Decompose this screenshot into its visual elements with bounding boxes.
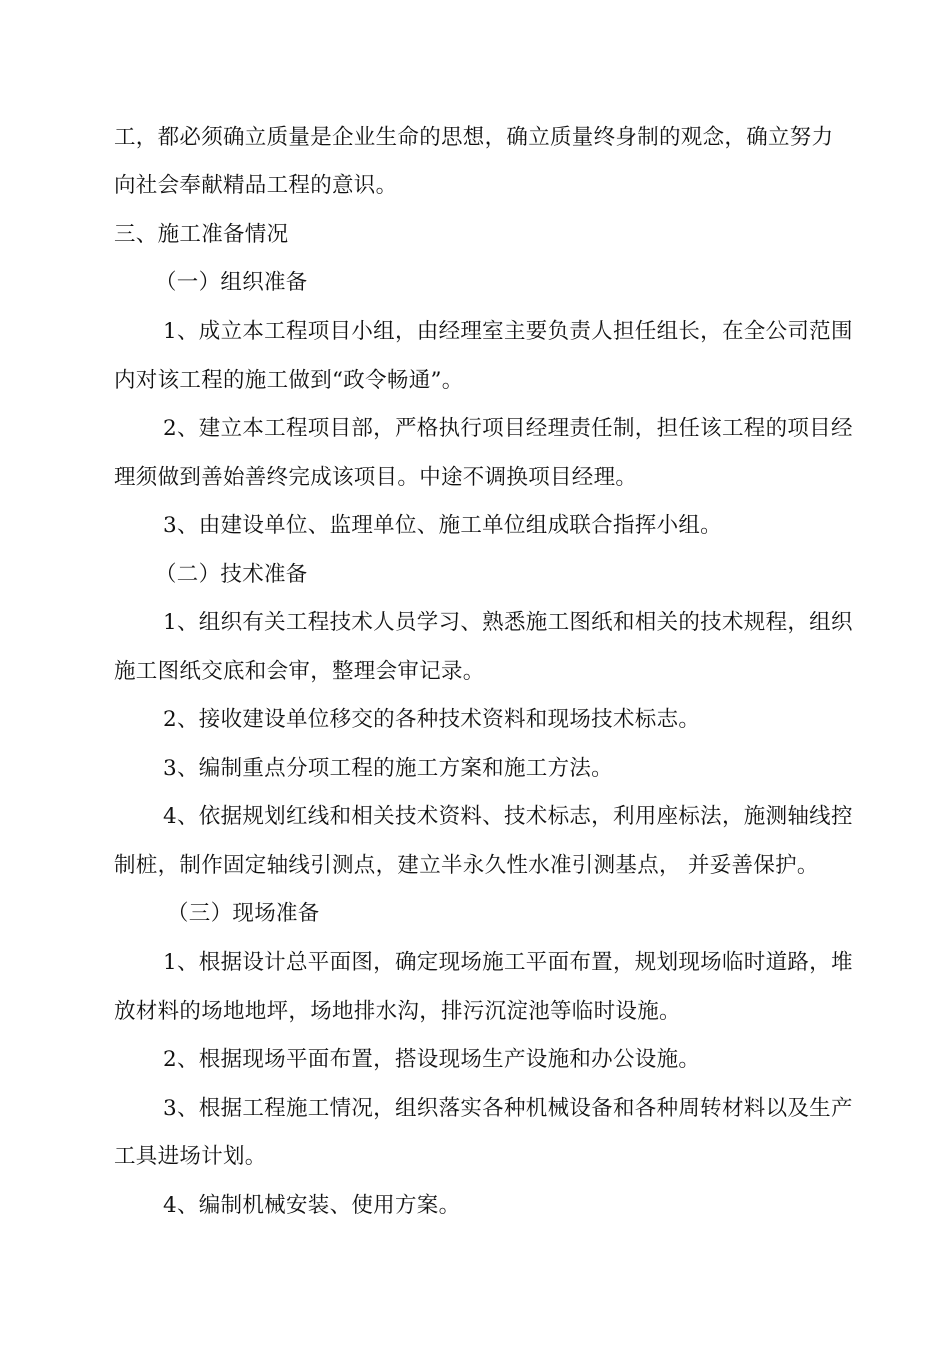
paragraph-line: 施工图纸交底和会审，整理会审记录。 [114, 659, 485, 684]
paragraph-line: 理须做到善始善终完成该项目。中途不调换项目经理。 [114, 465, 638, 490]
paragraph-line: 工，都必须确立质量是企业生命的思想，确立质量终身制的观念，确立努力 [114, 125, 834, 150]
paragraph-line: 制桩，制作固定轴线引测点，建立半永久性水准引测基点， 并妥善保护。 [114, 853, 819, 878]
paragraph-line: 2、接收建设单位移交的各种技术资料和现场技术标志。 [163, 707, 701, 732]
paragraph-line: 1、成立本工程项目小组，由经理室主要负责人担任组长，在全公司范围 [163, 319, 853, 344]
paragraph-line: 1、组织有关工程技术人员学习、熟悉施工图纸和相关的技术规程，组织 [163, 610, 853, 635]
paragraph-line: 1、根据设计总平面图，确定现场施工平面布置，规划现场临时道路，堆 [163, 950, 853, 975]
paragraph-line: 2、根据现场平面布置，搭设现场生产设施和办公设施。 [163, 1047, 701, 1072]
subsection-heading: （三）现场准备 [167, 901, 320, 926]
paragraph-line: 3、根据工程施工情况，组织落实各种机械设备和各种周转材料以及生产 [163, 1096, 853, 1121]
paragraph-line: 3、由建设单位、监理单位、施工单位组成联合指挥小组。 [163, 513, 722, 538]
paragraph-line: 4、依据规划红线和相关技术资料、技术标志，利用座标法，施测轴线控 [163, 804, 853, 829]
paragraph-line: 工具进场计划。 [114, 1144, 267, 1169]
paragraph-line: 3、编制重点分项工程的施工方案和施工方法。 [163, 756, 613, 781]
subsection-heading: （二）技术准备 [155, 562, 308, 587]
paragraph-line: 4、编制机械安装、使用方案。 [163, 1193, 461, 1218]
paragraph-line: 向社会奉献精品工程的意识。 [114, 173, 398, 198]
paragraph-line: 2、建立本工程项目部，严格执行项目经理责任制，担任该工程的项目经 [163, 416, 853, 441]
paragraph-line: 内对该工程的施工做到“政令畅通”。 [114, 368, 464, 393]
section-heading: 三、施工准备情况 [114, 222, 289, 247]
subsection-heading: （一）组织准备 [155, 270, 308, 295]
paragraph-line: 放材料的场地地坪，场地排水沟，排污沉淀池等临时设施。 [114, 999, 681, 1024]
